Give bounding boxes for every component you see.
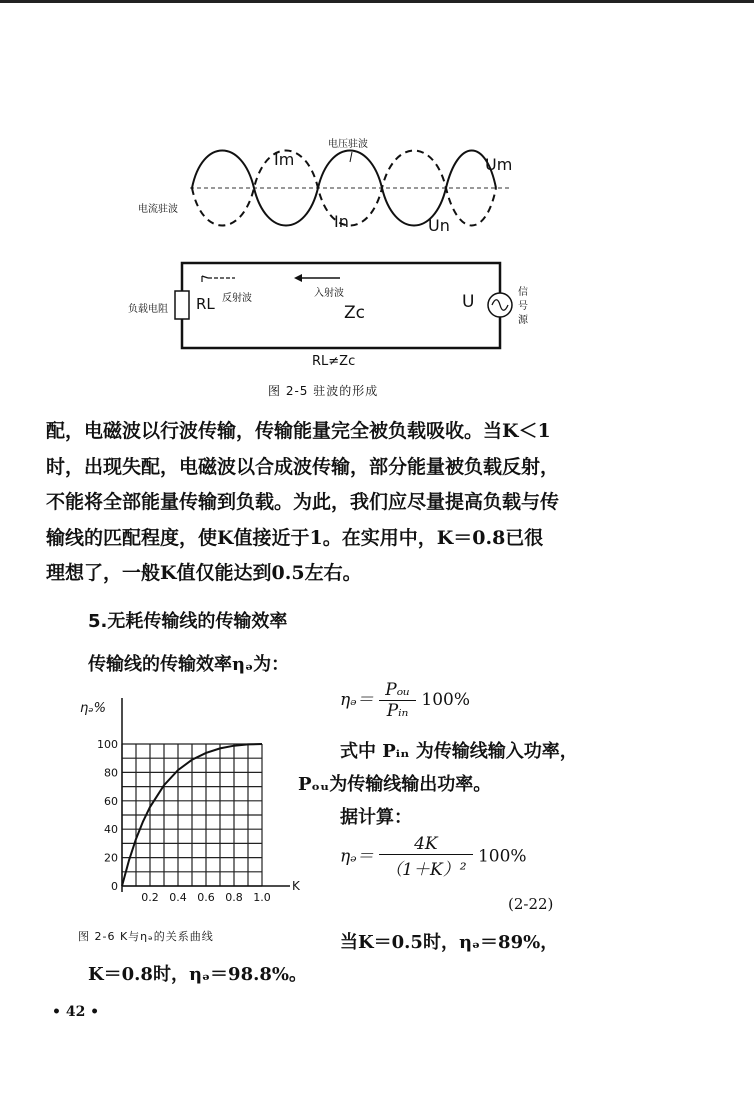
formula-denominator: Pᵢₙ <box>386 701 409 721</box>
formula-lhs: ηₔ＝ <box>340 690 374 710</box>
y-tick-label: 60 <box>104 794 118 808</box>
y-tick-label: 0 <box>111 880 118 893</box>
y-tick-label: 100 <box>97 738 118 751</box>
label-Un: Un <box>428 216 450 235</box>
efficiency-chart <box>74 688 314 910</box>
paragraph-line: 理想了，一般K值仅能达到0.5左右。 <box>46 562 362 585</box>
x-tick-label: 0.6 <box>197 891 215 904</box>
label-arrow <box>350 152 352 162</box>
explain-line-output-power: Pₒᵤ为传输线输出功率。 <box>298 774 492 795</box>
label-current-standing-wave: 电流驻波 <box>138 204 178 215</box>
label-reflected-wave: 反射波 <box>222 293 252 304</box>
label-voltage-standing-wave: 电压驻波 <box>328 139 368 150</box>
formula2-denominator: （1＋K）² <box>385 860 467 880</box>
formula2-numerator: 4K <box>379 834 472 855</box>
y-tick-label: 20 <box>104 851 118 865</box>
label-U: U <box>462 292 475 312</box>
x-tick-label: 0.4 <box>169 891 187 904</box>
paragraph-line: 输线的匹配程度，使K值接近于1。在实用中，K＝0.8已很 <box>46 526 544 549</box>
x-tick-label: 1.0 <box>253 891 271 904</box>
formula2-suffix: 100% <box>477 846 527 867</box>
efficiency-k-formula <box>340 834 527 880</box>
label-signal-source: 信号源 <box>518 287 528 326</box>
formula-fraction <box>379 680 416 721</box>
result-line-k08: K＝0.8时，ηₔ＝98.8%。 <box>88 964 307 985</box>
formula-suffix: 100% <box>421 690 470 710</box>
figure-2-6-caption: 图 2-6 K与ηₔ的关系曲线 <box>78 930 214 943</box>
x-tick-label: 0.2 <box>141 891 159 904</box>
formula2-fraction <box>379 834 472 880</box>
explain-line-input-power: 式中 Pᵢₙ 为传输线输入功率， <box>340 741 578 762</box>
load-resistor <box>175 291 189 319</box>
transmission-line-box <box>182 263 500 348</box>
efficiency-formula <box>340 680 470 721</box>
label-Zc: Zc <box>344 303 365 323</box>
figure-2-5-caption: 图 2-5 驻波的形成 <box>268 384 379 398</box>
paragraph-line: 时，出现失配，电磁波以合成波传输，部分能量被负载反射， <box>46 455 560 478</box>
body-paragraph <box>46 414 616 592</box>
x-tick-label: 0.8 <box>225 891 243 904</box>
formula-numerator: Pₒᵤ <box>379 680 416 701</box>
label-load-resistor: 负载电阻 <box>128 304 168 315</box>
paragraph-line: 不能将全部能量传输到负载。为此，我们应尽量提高负载与传 <box>46 491 560 514</box>
y-tick-label: 40 <box>104 823 118 837</box>
section-heading: 5.无耗传输线的传输效率 <box>88 611 288 632</box>
page-top-border <box>0 0 754 3</box>
page-number: • 42 • <box>52 1004 100 1020</box>
label-RL: RL <box>196 295 215 313</box>
formula2-lhs: ηₔ＝ <box>340 846 374 867</box>
label-Im: Im <box>274 150 295 169</box>
y-tick-label: 80 <box>104 766 118 780</box>
label-incident-wave: 入射波 <box>314 288 344 299</box>
label-In: In <box>334 212 349 231</box>
y-axis-label: ηₔ% <box>80 701 107 716</box>
x-axis-label: K <box>292 879 300 893</box>
label-mismatch-condition: RL≠Zc <box>312 354 356 369</box>
calculation-label: 据计算： <box>340 807 412 828</box>
label-Um: Um <box>485 155 513 174</box>
equation-number: (2-22) <box>508 895 554 913</box>
efficiency-intro: 传输线的传输效率ηₔ为： <box>88 654 290 675</box>
result-line-k05: 当K＝0.5时，ηₔ＝89%， <box>340 932 559 953</box>
paragraph-line: 配，电磁波以行波传输，传输能量完全被负载吸收。当K＜1 <box>46 420 551 442</box>
